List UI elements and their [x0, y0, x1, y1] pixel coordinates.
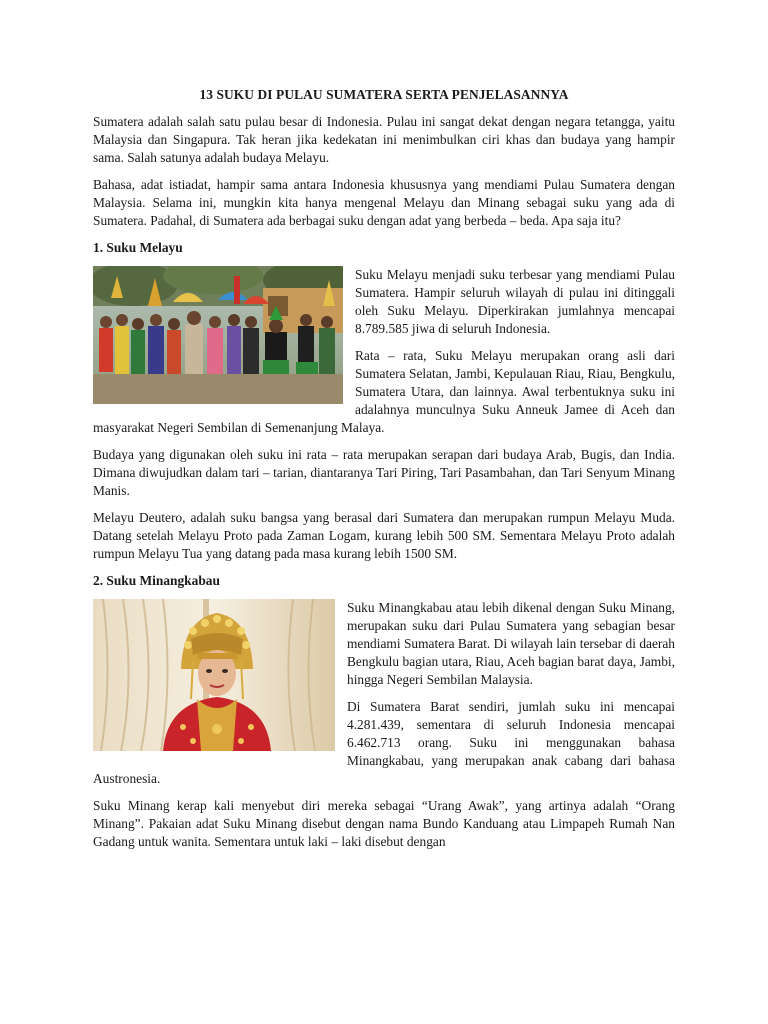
intro-paragraph-2: Bahasa, adat istiadat, hampir sama antara Indonesia khususnya yang mendiami Pulau Sumatera dengan Malaysia. Selama ini, mungkin kita hanya mengenal Melayu dan Minang sebagai suku yang ada di Sumatera. Padahal, di Sumatera ada berbagai suku dengan adat yang berbeda – beda. Apa saja itu?	[93, 177, 675, 228]
photo-minang-bride	[93, 599, 335, 751]
section-heading-melayu: 1. Suku Melayu	[93, 240, 183, 255]
minang-paragraph-3: Suku Minang kerap kali menyebut diri mereka sebagai “Urang Awak”, yang artinya adalah “Orang Minang”. Pakaian adat Suku Minang disebut dengan nama Bundo Kanduang atau Limpapeh Rumah Nan Gadang untuk wanita. Sementara untuk laki – laki disebut dengan	[93, 798, 675, 849]
melayu-paragraph-3: Budaya yang digunakan oleh suku ini rata – rata merupakan serapan dari budaya Arab, Bugis, dan India. Dimana diwujudkan dalam tari – tarian, diantaranya Tari Piring, Tari Pasambahan, dan Tari Senyum Minang Manis.	[93, 447, 675, 498]
intro-paragraph-1: Sumatera adalah salah satu pulau besar di Indonesia. Pulau ini sangat dekat dengan negara tetangga, yaitu Malaysia dan Singapura. Tak heran jika kedekatan ini menimbulkan ciri khas dan budaya yang hampir sama. Salah satunya adalah budaya Melayu.	[93, 114, 675, 165]
photo-melayu-ceremony	[93, 266, 343, 404]
melayu-paragraph-1: Suku Melayu menjadi suku terbesar yang mendiami Pulau Sumatera. Hampir seluruh wilayah di pulau ini ditinggali oleh Suku Melayu. Diperkirakan jumlahnya mencapai 8.789.585 jiwa di seluruh Indonesia.	[355, 267, 675, 336]
section-heading-minangkabau: 2. Suku Minangkabau	[93, 573, 220, 588]
document-body	[93, 86, 675, 860]
document-title: 13 SUKU DI PULAU SUMATERA SERTA PENJELASANNYA	[199, 87, 569, 102]
minang-paragraph-1: Suku Minangkabau atau lebih dikenal dengan Suku Minang, merupakan suku dari Pulau Sumatera yang sebagian besar mendiami Sumatera Barat. Di wilayah lain tersebar di daerah Bengkulu bagian utara, Riau, Aceh bagian barat daya, Jambi, hingga Negeri Sembilan Malaysia.	[347, 600, 675, 687]
melayu-paragraph-4: Melayu Deutero, adalah suku bangsa yang berasal dari Sumatera dan merupakan rumpun Melayu Muda. Datang setelah Melayu Proto pada Zaman Logam, kurang lebih 500 SM. Sementara Melayu Proto adalah rumpun Melayu Tua yang datang pada masa kurang lebih 1500 SM.	[93, 510, 675, 561]
minang-paragraph-2: Di Sumatera Barat sendiri, jumlah suku ini mencapai 4.281.439, sementara di seluruh Indonesia mencapai 6.462.713 orang. Suku ini menggunakan bahasa Minangkabau, yang merupakan anak cabang dari bahasa Austronesia.	[93, 699, 675, 786]
melayu-paragraph-2: Rata – rata, Suku Melayu merupakan orang asli dari Sumatera Selatan, Jambi, Kepulauan Riau, Riau, Bengkulu, Sumatera Utara, dan lainnya. Awal terbentuknya suku ini adalahnya munculnya Suku Anneuk Jamee di Aceh dan masyarakat Negeri Sembilan di Semenanjung Malaya.	[93, 348, 675, 435]
